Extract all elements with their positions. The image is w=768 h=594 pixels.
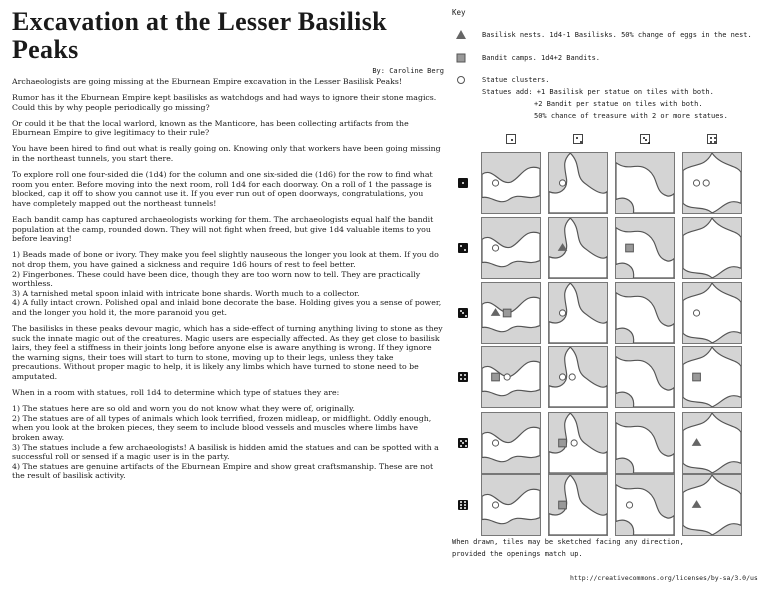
map-tile (682, 152, 742, 214)
tunnel-path (683, 153, 741, 213)
bandit-camp-icon (693, 373, 701, 381)
tunnel-path (616, 423, 674, 473)
circle-icon (456, 75, 466, 88)
bandit-camp-icon (559, 439, 567, 447)
warlord-paragraph: Or could it be that the local warlord, known as the Manticore, has been collecting artifacts from the Eburnean Empire to give legitimacy to their rule? (12, 118, 409, 138)
basilisk-paragraph: The basilisks in these peaks devour magic, which has a side-effect of turning anything living to stone as they suck the innate magic out of the creatures. Magic users are especially affected. As they get close to basilisk lairs, they feel a stiffness in their joints long before anyone else is aware anything is wrong. If they ignore the warning signs, their toes will start to turn to stone, moving up to their legs, unless they take precautions. Without proper magic to help, it is likely any limbs which have turned to stone need to be amputated. (12, 323, 443, 381)
map-tile (615, 412, 675, 474)
tunnel-path (616, 485, 674, 535)
row-die-4-icon (458, 372, 468, 382)
map-tile (615, 217, 675, 279)
statue-icon (559, 310, 565, 316)
row-die-5-icon (458, 438, 468, 448)
statue-icon (492, 180, 498, 186)
tunnel-path (549, 347, 607, 407)
tunnel-path (549, 413, 607, 473)
treasure-list: 1) Beads made of bone or ivory. They make you feel slightly nauseous the longer you look at them. If you do not drop them, you have gained a sickness and require 1d6 hours of rest to feel better. 2) Fingerbones. These could have been dice, though they are too worn now to tell. They are practically worthless. 3) A tarnished metal spoon inlaid with intricate bone shards. Worth much to a collector. 4) A fully intact crown. Polished opal and inlaid bone decorate the base. Holding gives you a sense of power, and the longer you hold it, the more paranoid you get. (12, 250, 442, 317)
map-tile (682, 217, 742, 279)
tunnel-path (616, 228, 674, 278)
statue-icon (492, 502, 498, 508)
statues-add-basilisk: Statues add: +1 Basilisk per statue on tiles with both. (482, 88, 714, 96)
tunnel-path (683, 347, 741, 407)
map-tile (548, 282, 608, 344)
map-tile (481, 217, 541, 279)
author-byline: By: Caroline Berg (372, 67, 444, 75)
map-tile (481, 412, 541, 474)
bandit-camp-icon (559, 501, 567, 509)
map-tile (548, 412, 608, 474)
explore-rules-paragraph: To explore roll one four-sided die (1d4) for the column and one six-sided die (1d6) for the row to find what room you enter. Before moving into the next room, roll 1d4 for each doorway. On a roll of 1 the passage is blocked, cap it off to show you cannot use it. If you ever run out of open doorways, congratulations, you have completely mapped out the northeast tunnels! (12, 170, 433, 208)
map-tile (615, 474, 675, 536)
statue-icon (492, 440, 498, 446)
rules-column (12, 8, 444, 590)
tunnel-path (549, 218, 607, 278)
triangle-icon (456, 30, 466, 42)
tunnel-path (616, 293, 674, 343)
statue-icon (492, 245, 498, 251)
tunnel-path (482, 232, 540, 267)
basilisk-nest-icon (558, 243, 568, 251)
map-tile (682, 474, 742, 536)
square-icon (456, 53, 466, 66)
bandit-camp-icon (492, 373, 500, 381)
rumor-paragraph: Rumor has it the Eburnean Empire kept basilisks as watchdogs and had ways to ignore their stone magics. Could this by why people periodically go missing? (12, 93, 437, 112)
tunnel-path (616, 357, 674, 407)
statue-roll-paragraph: When in a room with statues, roll 1d4 to determine which type of statues they are: (12, 388, 340, 398)
map-tile (615, 152, 675, 214)
row-die-1-icon (458, 178, 468, 188)
map-tile (548, 346, 608, 408)
tunnel-path (482, 361, 540, 396)
column-die-2-icon (573, 134, 583, 144)
tunnel-path (549, 283, 607, 343)
key-row-camps (452, 53, 762, 63)
statue-icon (693, 180, 699, 186)
license-url: http://creativecommons.org/licenses/by-sa/3.0/us (570, 574, 758, 582)
intro-paragraph: Archaeologists are going missing at the Eburnean Empire excavation in the Lesser Basilisk Peaks! (12, 77, 402, 86)
tunnel-path (616, 163, 674, 213)
map-tile (615, 346, 675, 408)
statue-icon (569, 374, 575, 380)
map-tile (481, 152, 541, 214)
tile-grid (452, 126, 762, 536)
map-tile (481, 474, 541, 536)
map-tile (548, 474, 608, 536)
key-row-nests (452, 30, 762, 40)
statue-list: 1) The statues here are so old and worn you do not know what they were of, originally. 2) The statues are of all types of animals which look terrified, frozen midleap, or midflight. Oddly enough, when you look at the broken pieces, they seem to include blood vessels and muscles where limbs have broken away. 3) The statues include a few archaeologists! A basilisk is hidden amid the statues and can be spotted with a successful roll or sensed if a magic user is in the party. 4) The statues are genuine artifacts of the Eburnean Empire and show great craftsmanship. These are not the result of basilisk activity. (12, 404, 439, 481)
statue-icon (571, 440, 577, 446)
tunnel-path (683, 413, 741, 473)
column-die-4-icon (707, 134, 717, 144)
row-die-3-icon (458, 308, 468, 318)
tunnel-path (482, 427, 540, 462)
statue-icon (626, 502, 632, 508)
row-die-6-icon (458, 500, 468, 510)
map-tile (682, 412, 742, 474)
statue-icon (693, 310, 699, 316)
map-tile (481, 282, 541, 344)
key-title: Key (452, 8, 466, 17)
statue-icon (504, 374, 510, 380)
map-key-column (452, 8, 762, 590)
map-tile (481, 346, 541, 408)
statue-icon (559, 180, 565, 186)
page-title: Excavation at the Lesser Basilisk Peaks (12, 8, 387, 64)
statues-add-treasure: 50% chance of treasure with 2 or more statues. (534, 112, 728, 120)
column-die-3-icon (640, 134, 650, 144)
map-tile (682, 282, 742, 344)
key-nests-label: Basilisk nests. 1d4-1 Basilisks. 50% change of eggs in the nest. (482, 31, 752, 39)
column-die-1-icon (506, 134, 516, 144)
tunnel-path (683, 475, 741, 535)
key-camps-label: Bandit camps. 1d4+2 Bandits. (482, 54, 601, 62)
tunnel-path (549, 153, 607, 213)
map-tile (548, 217, 608, 279)
hired-paragraph: You have been hired to find out what is really going on. Knowing only that workers have been going missing in the northeast tunnels, you start there. (12, 144, 441, 164)
statue-icon (703, 180, 709, 186)
row-die-2-icon (458, 243, 468, 253)
map-tile (615, 282, 675, 344)
rules-text (12, 77, 444, 481)
tunnel-path (683, 283, 741, 343)
bandit-camp-icon (503, 309, 511, 317)
tunnel-path (482, 167, 540, 202)
statue-icon (559, 374, 565, 380)
key-row-statues (452, 75, 762, 85)
key-statues-label: Statue clusters. (482, 76, 550, 84)
map-tile (548, 152, 608, 214)
tunnel-path (482, 489, 540, 524)
bandit-camp-icon (626, 244, 634, 252)
tunnel-path (549, 475, 607, 535)
tunnel-path (683, 218, 741, 278)
bandit-camp-paragraph: Each bandit camp has captured archaeologists working for them. The archaeologists equal half the bandit population at the camp, rounded down. They will not fight when freed, but give 1d4 valuable items to you before leaving! (12, 215, 434, 244)
tile-orientation-note: When drawn, tiles may be sketched facing any direction, provided the openings match up. (452, 538, 684, 558)
map-tile (682, 346, 742, 408)
statues-add-bandit: +2 Bandit per statue on tiles with both. (534, 100, 703, 108)
